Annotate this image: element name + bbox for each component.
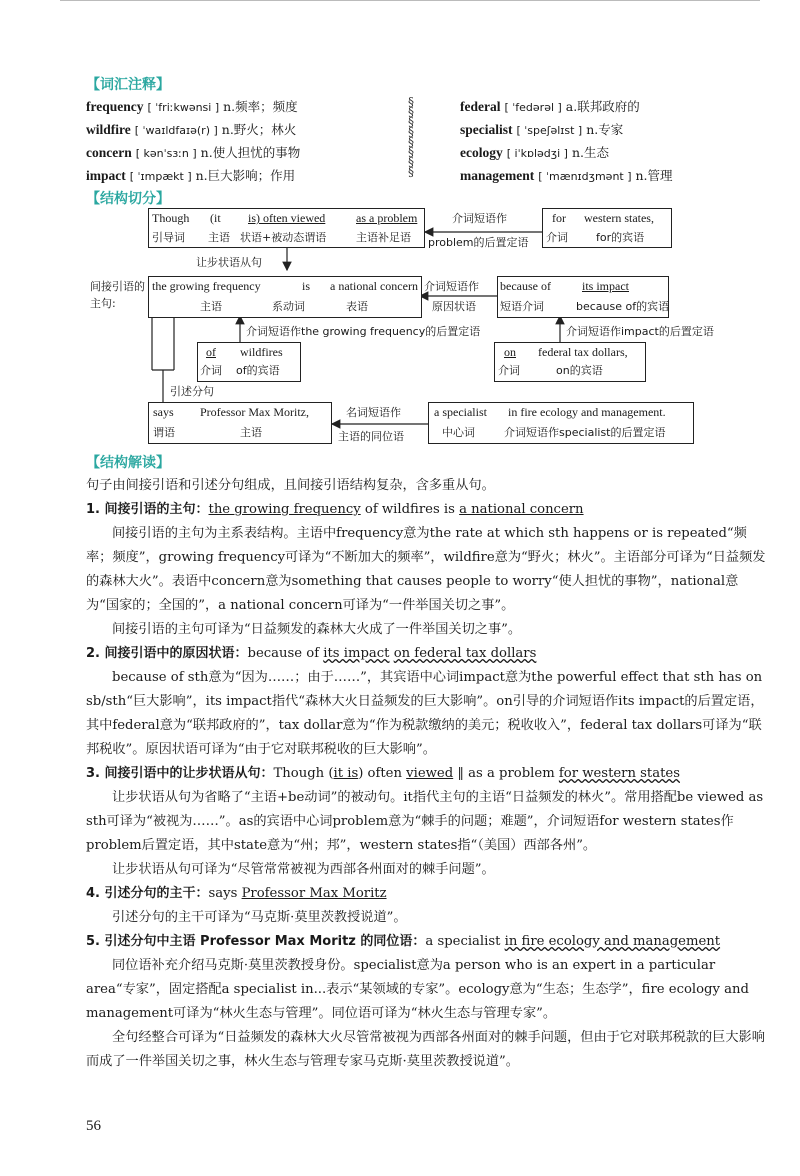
vocab-word: management	[460, 168, 535, 183]
diagram-word: the growing frequency	[152, 279, 261, 293]
diagram-word: on	[504, 345, 516, 359]
diagram-word: a national concern	[330, 279, 418, 293]
vocab-word: federal	[460, 99, 501, 114]
diagram-arrow-label: 主语的同位语	[338, 430, 404, 443]
vocab-phonetic: [ kənˈsɜːn ]	[135, 147, 197, 160]
diagram-word: its impact	[582, 279, 629, 293]
diagram-label: 主语	[208, 231, 230, 244]
diagram-word: a specialist	[434, 405, 487, 419]
diagram-label: because of的宾语	[576, 300, 670, 313]
vocab-phonetic: [ ˈɪmpækt ]	[129, 170, 192, 183]
diagram-label: 介词	[200, 364, 222, 377]
diagram-label: 主语	[200, 300, 222, 313]
vocab-def: a.联邦政府的	[565, 99, 640, 114]
diagram-arrow-label: 介词短语作the growing frequency的后置定语	[246, 325, 481, 338]
diagram-label: 介词短语作specialist的后置定语	[504, 426, 666, 439]
diagram-word: as a problem	[356, 211, 418, 225]
diagram-word: in fire ecology and management.	[508, 405, 666, 419]
vocab-def: n.生态	[571, 145, 609, 160]
diagram-arrow-label: 介词短语作	[452, 212, 507, 225]
diagram-word: is) often viewed	[248, 211, 326, 225]
diagram-arrow-label: 引述分句	[170, 385, 214, 398]
vocab-word: specialist	[460, 122, 513, 137]
diagram-label: 短语介词	[500, 300, 544, 313]
explain-paragraph: 让步状语从句可译为“尽管常常被视为西部各州面对的棘手问题”。	[112, 862, 495, 877]
diagram-word: is	[302, 279, 311, 293]
diagram-word: wildfires	[240, 345, 283, 359]
explain-paragraph: 全句经整合可译为“日益频发的森林大火尽管常被视为西部各州面对的棘手问题，但由于它对联邦税款的巨大影响而成了一件举国关切之事，林火生态与管理专家马克斯·莫里茨教授说道”。	[86, 1030, 765, 1069]
vocab-def: n.频率；频度	[223, 99, 298, 114]
explain-paragraph: 同位语补充介绍马克斯·莫里茨教授身份。specialist意为a person who is an expert in a particular area“专家”，固定搭配a specialist in...表示“某领域的专家”。ecology意为“生态；生态学”，fire ecology and management可译为“林火生态与管理”。同位语可译为“林火生态与管理专家”。	[86, 958, 749, 1021]
diagram-word: for	[552, 211, 566, 225]
diagram-label: for的宾语	[596, 231, 645, 244]
explain-paragraph: 间接引语的主句可译为“日益频发的森林大火成了一件举国关切之事”。	[112, 622, 522, 637]
vocab-phonetic: [ ˈmænɪdʒmənt ]	[538, 170, 632, 183]
vocab-phonetic: [ ˈfriːkwənsi ]	[147, 101, 220, 114]
page-number: 56	[86, 1118, 101, 1134]
diagram-word: western states,	[584, 211, 654, 225]
diagram-label: 状语+被动态谓语	[240, 231, 327, 244]
diagram-arrow-label: 介词短语作impact的后置定语	[566, 325, 714, 338]
vocab-def: n.管理	[635, 168, 673, 183]
vocab-phonetic: [ ˈfedərəl ]	[504, 101, 562, 114]
explain-heading-1: 1. 间接引语的主句：the growing frequency of wildfires is a national concern	[86, 502, 584, 517]
diagram-label: of的宾语	[236, 364, 280, 377]
diagram-label: 介词	[546, 231, 568, 244]
section-explain: 【结构解读】	[86, 455, 170, 471]
explain-heading-3: 3. 间接引语中的让步状语从句：Though (it is) often viewed ‖ as a problem for western states	[86, 766, 680, 781]
diagram-label: 表语	[346, 300, 368, 313]
vocab-word: ecology	[460, 145, 503, 160]
diagram-label: 介词	[498, 364, 520, 377]
vocab-word: concern	[86, 145, 132, 160]
diagram-label: 谓语	[153, 426, 175, 439]
explain-intro: 句子由间接引语和引述分句组成，且间接引语结构复杂，含多重从句。	[86, 478, 495, 493]
diagram-arrow-label: 原因状语	[432, 300, 476, 313]
diagram-word: Professor Max Moritz,	[200, 405, 309, 419]
explain-paragraph: 间接引语的主句为主系表结构。主语中frequency意为the rate at which sth happens or is repeated“频率；频度”，growing frequency可译为“不断加大的频率”，wildfire意为“野火；林火”。主语部分可译为“日益频发的森林大火”。表语中concern意为something that causes people to worry“使人担忧的事物”，national意为“国家的；全国的”，a national concern可译为“一件举国关切之事”。	[86, 526, 766, 613]
explain-body	[86, 474, 766, 1074]
chain-divider-icon: § § § § § § § §	[408, 95, 414, 179]
diagram-word: because of	[500, 279, 551, 293]
diagram-label: 引导词	[152, 231, 185, 244]
explain-heading-2: 2. 间接引语中的原因状语：because of its impact on federal tax dollars	[86, 646, 537, 661]
diagram-word: federal tax dollars,	[538, 345, 628, 359]
diagram-word: says	[153, 405, 174, 419]
diagram-label: on的宾语	[556, 364, 603, 377]
diagram-label: 主语	[240, 426, 262, 439]
explain-paragraph: 引述分句的主干可译为“马克斯·莫里茨教授说道”。	[112, 910, 407, 925]
section-split: 【结构切分】	[86, 191, 170, 207]
explain-heading-4: 4. 引述分句的主干：says Professor Max Moritz	[86, 886, 387, 901]
diagram-arrow-label: 介词短语作	[424, 280, 479, 293]
diagram-label: 系动词	[272, 300, 305, 313]
vocab-phonetic: [ iˈkɒlədʒi ]	[506, 147, 568, 160]
vocab-word: wildfire	[86, 122, 131, 137]
diagram-word: (it	[210, 211, 221, 225]
vocab-word: frequency	[86, 99, 144, 114]
diagram-label: 主语补足语	[356, 231, 411, 244]
section-vocab: 【词汇注释】	[86, 77, 170, 93]
diagram-arrow-label: 让步状语从句	[196, 256, 262, 269]
diagram-label: 中心词	[442, 426, 475, 439]
vocab-word: impact	[86, 168, 126, 183]
diagram-word: of	[206, 345, 216, 359]
vocab-phonetic: [ ˈwaɪldfaɪə(r) ]	[134, 124, 218, 137]
diagram-side-label: 间接引语的主句:	[90, 280, 145, 310]
vocab-def: n.专家	[586, 122, 624, 137]
vocab-def: n.巨大影响；作用	[195, 168, 296, 183]
vocab-phonetic: [ ˈspeʃəlɪst ]	[516, 124, 583, 137]
vocab-def: n.野火；林火	[221, 122, 297, 137]
diagram-word: Though	[152, 211, 190, 225]
explain-paragraph: because of sth意为“因为……；由于……”，其宾语中心词impact意为the powerful effect that sth has on sb/sth“巨大影响”，its impact指代“森林大火日益频发的巨大影响”。on引导的介词短语作its impact的后置定语，其中federal意为“联邦政府的”，tax dollar意为“作为税款缴纳的美元；税收收入”，federal tax dollars可译为“联邦税收”。原因状语可译为“由于它对联邦税收的巨大影响”。	[86, 670, 764, 757]
explain-paragraph: 让步状语从句为省略了“主语+be动词”的被动句。it指代主句的主语“日益频发的林火”。常用搭配be viewed as sth可译为“被视为……”。as的宾语中心词problem意为“棘手的问题；难题”，介词短语for western states作problem后置定语，其中state意为“州；邦”，western states指“（美国）西部各州”。	[86, 790, 764, 853]
explain-heading-5: 5. 引述分句中主语 Professor Max Moritz 的同位语：a specialist in fire ecology and management	[86, 934, 721, 949]
diagram-arrow-label: 名词短语作	[346, 406, 401, 419]
vocab-def: n.使人担忧的事物	[200, 145, 301, 160]
diagram-arrow-label: problem的后置定语	[428, 236, 529, 249]
